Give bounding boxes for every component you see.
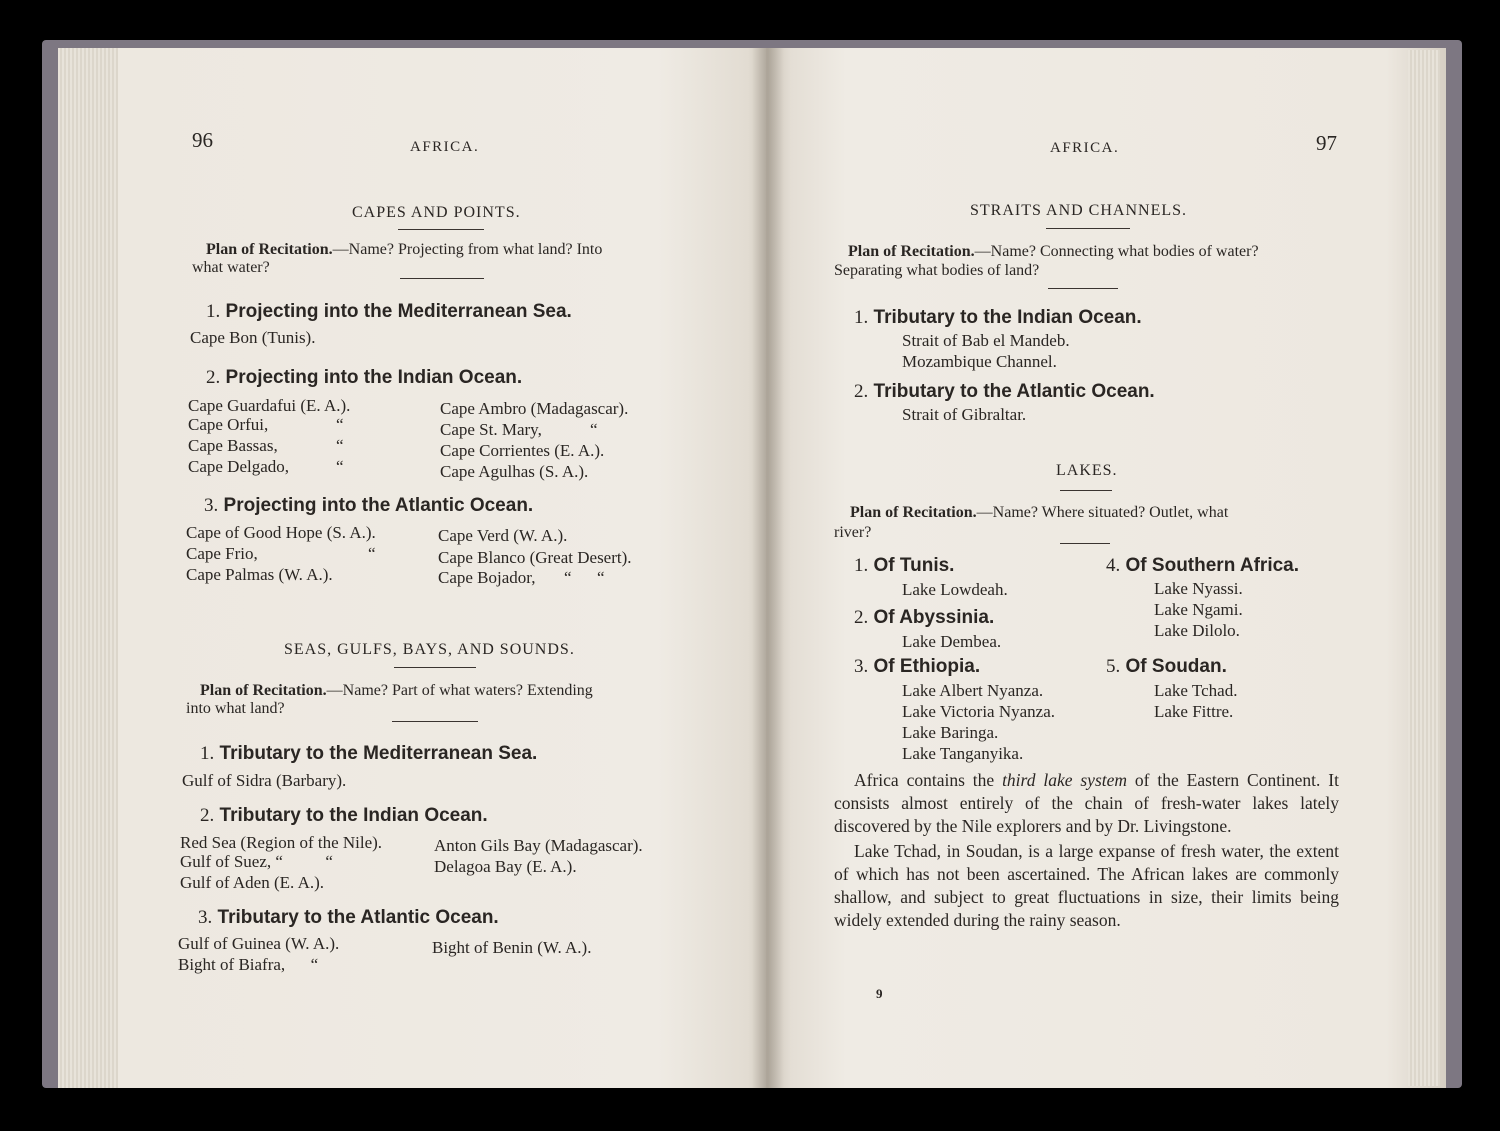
list-item: Bight of Benin (W. A.). xyxy=(432,938,592,957)
subheading: 3. Projecting into the Atlantic Ocean. xyxy=(204,495,534,516)
plan-line-2: into what land? xyxy=(186,700,285,717)
ditto-mark: “ “ xyxy=(564,568,605,587)
list-item: Red Sea (Region of the Nile). xyxy=(180,833,383,852)
ditto-mark: “ xyxy=(336,457,344,476)
page-edges-left xyxy=(58,48,118,1088)
rule xyxy=(392,721,478,722)
subheading: 1. Projecting into the Mediterranean Sea. xyxy=(206,301,572,322)
rule xyxy=(400,278,484,279)
rule xyxy=(1048,288,1118,289)
list-item: Lake Fittre. xyxy=(1154,702,1234,721)
list-item: Cape Bon (Tunis). xyxy=(190,328,316,347)
section-title-capes: CAPES AND POINTS. xyxy=(352,204,521,221)
list-item: Strait of Gibraltar. xyxy=(902,405,1027,424)
rule xyxy=(1060,490,1112,491)
subheading: 1. Tributary to the Mediterranean Sea. xyxy=(200,743,538,764)
ditto-mark: “ xyxy=(336,436,344,455)
list-item: Cape St. Mary, xyxy=(440,420,542,439)
subheading: 5. Of Soudan. xyxy=(1106,656,1227,677)
subheading: 2. Tributary to the Indian Ocean. xyxy=(200,805,488,826)
plan-of-recitation-seas: Plan of Recitation.—Name? Part of what waters? Extending xyxy=(200,682,593,699)
plan-of-recitation-straits: Plan of Recitation.—Name? Connecting what bodies of water? xyxy=(848,243,1259,260)
paragraph: Africa contains the third lake system of the Eastern Continent. It consists almost entirely of the chain of fresh-water lakes lately discovered by the Nile explorers and by Dr. Livingstone. xyxy=(834,770,1339,836)
subheading: 2. Projecting into the Indian Ocean. xyxy=(206,367,523,388)
subheading: 3. Of Ethiopia. xyxy=(854,656,981,677)
subheading: 3. Tributary to the Atlantic Ocean. xyxy=(198,907,499,928)
list-item: Cape Ambro (Madagascar). xyxy=(440,399,629,418)
rule xyxy=(1060,543,1110,544)
list-item: Lake Ngami. xyxy=(1154,600,1243,619)
rule xyxy=(1046,228,1130,229)
plan-line-2: what water? xyxy=(192,259,270,276)
list-item: Cape Orfui, xyxy=(188,415,269,434)
list-item: Lake Dilolo. xyxy=(1154,621,1240,640)
plan-line-2: Separating what bodies of land? xyxy=(834,262,1040,279)
subheading: 4. Of Southern Africa. xyxy=(1106,555,1300,576)
list-item: Anton Gils Bay (Madagascar). xyxy=(434,836,643,855)
list-item: Lake Albert Nyanza. xyxy=(902,681,1044,700)
paragraph: Lake Tchad, in Soudan, is a large expanse of fresh water, the extent of which has not been ascertained. The African lakes are commonly shallow, and subject to great fluctuations in size, their limits being widely extended during the rainy season. xyxy=(834,841,1339,930)
plan-line-2: river? xyxy=(834,524,872,541)
list-item: Mozambique Channel. xyxy=(902,352,1057,371)
list-item: Lake Baringa. xyxy=(902,723,999,742)
page-edges-right xyxy=(1408,50,1440,1086)
list-item: Cape Palmas (W. A.). xyxy=(186,565,333,584)
plan-of-recitation-lakes: Plan of Recitation.—Name? Where situated? Outlet, what xyxy=(850,504,1229,521)
ditto-mark: “ xyxy=(368,544,376,563)
list-item: Bight of Biafra, “ xyxy=(178,955,319,974)
section-title-lakes: LAKES. xyxy=(1056,462,1118,479)
subheading: 2. Tributary to the Atlantic Ocean. xyxy=(854,381,1155,402)
ditto-mark: “ xyxy=(590,420,598,439)
list-item: Cape Blanco (Great Desert). xyxy=(438,548,632,567)
list-item: Cape Verd (W. A.). xyxy=(438,526,568,545)
list-item: Gulf of Guinea (W. A.). xyxy=(178,934,340,953)
list-item: Cape Delgado, xyxy=(188,457,290,476)
list-item: Lake Tanganyika. xyxy=(902,744,1024,763)
plan-of-recitation-capes: Plan of Recitation.—Name? Projecting from what land? Into xyxy=(206,241,603,258)
list-item: Delagoa Bay (E. A.). xyxy=(434,857,577,876)
list-item: Gulf of Sidra (Barbary). xyxy=(182,771,347,790)
subheading: 1. Tributary to the Indian Ocean. xyxy=(854,307,1142,328)
subheading: 2. Of Abyssinia. xyxy=(854,607,995,628)
list-item: Gulf of Aden (E. A.). xyxy=(180,873,325,892)
running-head-right: AFRICA. xyxy=(1050,140,1120,156)
section-title-straits: STRAITS AND CHANNELS. xyxy=(970,202,1188,219)
page-number-right: 97 xyxy=(1316,131,1337,155)
list-item: Cape Corrientes (E. A.). xyxy=(440,441,605,460)
list-item: Lake Tchad. xyxy=(1154,681,1238,700)
list-item: Lake Dembea. xyxy=(902,632,1002,651)
list-item: Lake Lowdeah. xyxy=(902,580,1008,599)
list-item: Cape Bojador, xyxy=(438,568,536,587)
list-item: Cape Frio, xyxy=(186,544,258,563)
list-item: Gulf of Suez, “ “ xyxy=(180,852,333,871)
section-title-seas: SEAS, GULFS, BAYS, AND SOUNDS. xyxy=(284,641,575,658)
list-item: Lake Victoria Nyanza. xyxy=(902,702,1056,721)
ditto-mark: “ xyxy=(336,415,344,434)
rule xyxy=(394,667,476,668)
list-item: Lake Nyassi. xyxy=(1154,579,1243,598)
list-item: Cape Guardafui (E. A.). xyxy=(188,396,351,415)
body-text xyxy=(834,769,1339,932)
list-item: Strait of Bab el Mandeb. xyxy=(902,331,1070,350)
page-number-left: 96 xyxy=(192,128,213,152)
running-head-left: AFRICA. xyxy=(410,139,480,155)
subheading: 1. Of Tunis. xyxy=(854,555,955,576)
rule xyxy=(398,229,484,230)
list-item: Cape Agulhas (S. A.). xyxy=(440,462,589,481)
signature-mark: 9 xyxy=(876,986,883,1001)
list-item: Cape Bassas, xyxy=(188,436,278,455)
list-item: Cape of Good Hope (S. A.). xyxy=(186,523,376,542)
book-gutter xyxy=(752,48,784,1088)
